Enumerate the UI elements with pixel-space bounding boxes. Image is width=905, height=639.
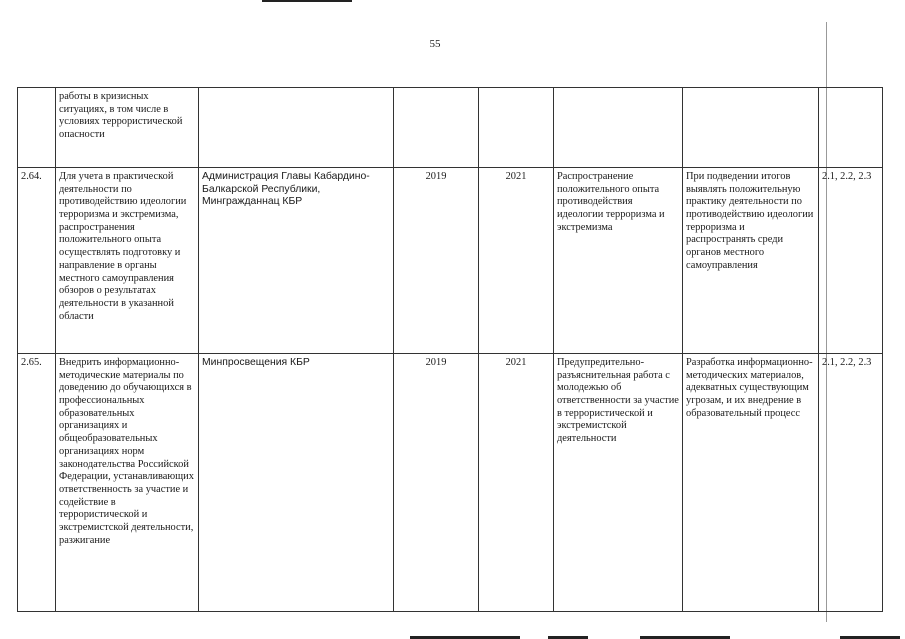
row-number: 2.64. xyxy=(18,168,56,354)
result-cell xyxy=(554,88,683,168)
table-row xyxy=(18,88,883,168)
codes-cell: 2.1, 2.2, 2.3 xyxy=(819,168,883,354)
row-number: 2.65. xyxy=(18,354,56,612)
table-row xyxy=(18,168,883,354)
end-year-cell: 2021 xyxy=(479,354,554,612)
goal-cell xyxy=(683,88,819,168)
event-cell: Внедрить информационно-методические материалы по доведению до обучающихся в профессиональных образовательных организациях и общеобразовательных организациях норм законодательства Российской Федерации, устанавливающих ответственность за участие и содействие в террористической и экстремистской деятельности, разжигание xyxy=(56,354,199,612)
page-number: 55 xyxy=(429,38,441,50)
goal-cell: Разработка информационно-методических материалов, адекватных существующим угрозам, и их внедрение в образовательный процесс xyxy=(683,354,819,612)
start-year-cell: 2019 xyxy=(394,168,479,354)
plan-table xyxy=(17,87,883,612)
result-cell: Предупредительно-разъяснительная работа с молодежью об ответственности за участие в террористической и экстремистской деятельности xyxy=(554,354,683,612)
executor-cell: Минпросвещения КБР xyxy=(199,354,394,612)
executor-cell: Администрация Главы Кабардино-Балкарской Республики, Мингражданнац КБР xyxy=(199,168,394,354)
end-year-cell xyxy=(479,88,554,168)
goal-cell: При подведении итогов выявлять положительную практику деятельности по противодействию идеологии терроризма и распространять среди органов местного самоуправления xyxy=(683,168,819,354)
result-cell: Распространение положительного опыта противодействия идеологии терроризма и экстремизма xyxy=(554,168,683,354)
end-year-cell: 2021 xyxy=(479,168,554,354)
event-cell: работы в кризисных ситуациях, в том числе в условиях террористической опасности xyxy=(56,88,199,168)
table-row xyxy=(18,354,883,612)
start-year-cell: 2019 xyxy=(394,354,479,612)
start-year-cell xyxy=(394,88,479,168)
executor-cell xyxy=(199,88,394,168)
scan-mark-top xyxy=(262,0,352,2)
codes-cell xyxy=(819,88,883,168)
event-cell: Для учета в практической деятельности по противодействию идеологии терроризма и экстремизма, распространения положительного опыта осуществлять подготовку и направление в органы местного самоуправления обзоров о результатах деятельности в указанной области xyxy=(56,168,199,354)
codes-cell: 2.1, 2.2, 2.3 xyxy=(819,354,883,612)
row-number xyxy=(18,88,56,168)
